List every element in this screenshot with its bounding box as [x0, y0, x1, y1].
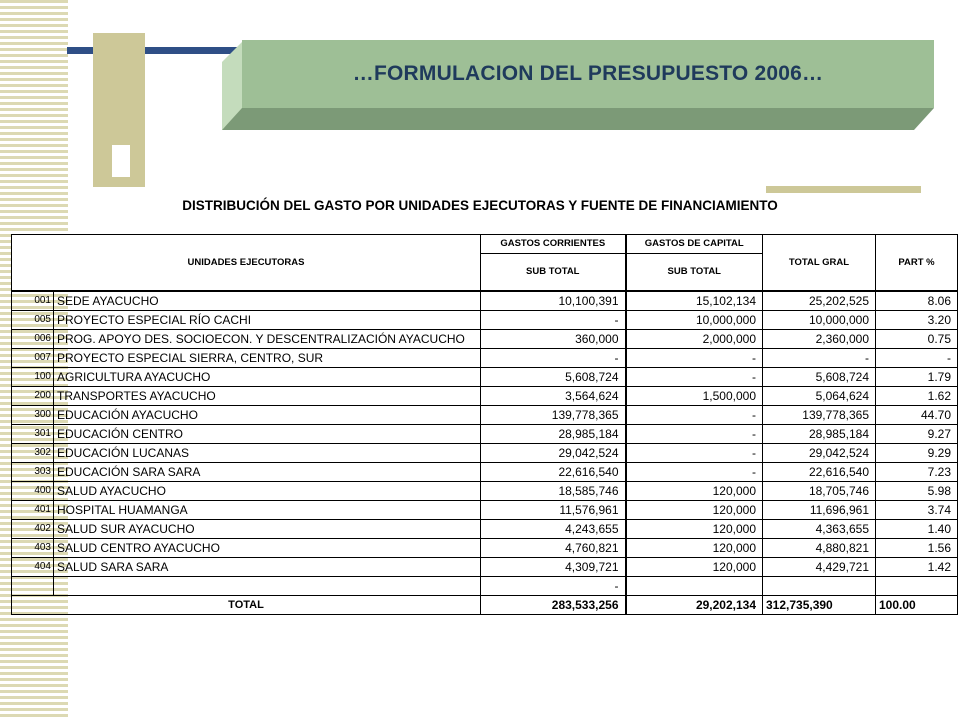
gastos-capital-value: 120,000 [626, 482, 763, 501]
part-value: 0.75 [876, 330, 958, 349]
unit-code: 404 [12, 558, 54, 577]
total-gral-value: 25,202,525 [763, 291, 876, 311]
unit-code: 302 [12, 444, 54, 463]
page-title: …FORMULACION DEL PRESUPUESTO 2006… [352, 62, 824, 85]
table-row [12, 291, 958, 311]
table-caption: DISTRIBUCIÓN DEL GASTO POR UNIDADES EJECUTORAS Y FUENTE DE FINANCIAMIENTO [182, 198, 778, 213]
gastos-capital-value: 2,000,000 [626, 330, 763, 349]
table-row [12, 330, 958, 349]
blank-total-cell [763, 577, 876, 596]
table-row [12, 558, 958, 577]
table-row [12, 349, 958, 368]
blank-code-cell [12, 577, 54, 596]
unit-name: PROYECTO ESPECIAL SIERRA, CENTRO, SUR [54, 349, 481, 368]
unit-name: SALUD SARA SARA [54, 558, 481, 577]
title-banner [242, 40, 934, 108]
header-gastos-capital: GASTOS DE CAPITAL [626, 235, 763, 254]
part-value: 1.42 [876, 558, 958, 577]
total-gral-value: 10,000,000 [763, 311, 876, 330]
part-value: 1.40 [876, 520, 958, 539]
total-gral-value: - [763, 349, 876, 368]
part-value: - [876, 349, 958, 368]
gastos-corrientes-value: 28,985,184 [481, 425, 626, 444]
gastos-corrientes-value: 4,760,821 [481, 539, 626, 558]
gastos-capital-value: 10,000,000 [626, 311, 763, 330]
unit-name: EDUCACIÓN LUCANAS [54, 444, 481, 463]
total-gral-value: 11,696,961 [763, 501, 876, 520]
blank-part-cell [876, 577, 958, 596]
gastos-capital-value: 120,000 [626, 539, 763, 558]
gastos-corrientes-value: 360,000 [481, 330, 626, 349]
budget-table [11, 234, 958, 615]
olive-horizontal-bar [766, 186, 921, 193]
unit-name: PROYECTO ESPECIAL RÍO CACHI [54, 311, 481, 330]
table-row [12, 501, 958, 520]
gastos-corrientes-value: 10,100,391 [481, 291, 626, 311]
bar-notch [112, 145, 130, 177]
unit-name: SALUD CENTRO AYACUCHO [54, 539, 481, 558]
part-value: 1.62 [876, 387, 958, 406]
header-gastos-corrientes: GASTOS CORRIENTES [481, 235, 626, 254]
gastos-capital-value: - [626, 444, 763, 463]
part-value: 3.20 [876, 311, 958, 330]
gastos-corrientes-value: 4,243,655 [481, 520, 626, 539]
gastos-capital-value: - [626, 368, 763, 387]
unit-name: PROG. APOYO DES. SOCIOECON. Y DESCENTRALIZACIÓN AYACUCHO [54, 330, 481, 349]
unit-name: AGRICULTURA AYACUCHO [54, 368, 481, 387]
gastos-capital-value: 120,000 [626, 520, 763, 539]
table-row [12, 387, 958, 406]
unit-name: SALUD AYACUCHO [54, 482, 481, 501]
blank-name-cell [54, 577, 481, 596]
blank-row [12, 577, 958, 596]
gastos-corrientes-value: 11,576,961 [481, 501, 626, 520]
blank-capital-cell [626, 577, 763, 596]
part-value: 8.06 [876, 291, 958, 311]
total-label: TOTAL [12, 596, 481, 615]
total-gral-value: 28,985,184 [763, 425, 876, 444]
unit-code: 303 [12, 463, 54, 482]
gastos-corrientes-value: 3,564,624 [481, 387, 626, 406]
gastos-corrientes-value: 139,778,365 [481, 406, 626, 425]
part-value: 7.23 [876, 463, 958, 482]
total-part: 100.00 [876, 596, 958, 615]
part-value: 1.56 [876, 539, 958, 558]
unit-name: EDUCACIÓN CENTRO [54, 425, 481, 444]
unit-name: HOSPITAL HUAMANGA [54, 501, 481, 520]
total-capital: 29,202,134 [626, 596, 763, 615]
total-gral-value: 4,880,821 [763, 539, 876, 558]
total-gral-value: 2,360,000 [763, 330, 876, 349]
total-corrientes: 283,533,256 [481, 596, 626, 615]
banner-bevel-bottom [222, 108, 934, 130]
total-gral-value: 22,616,540 [763, 463, 876, 482]
total-gral-value: 29,042,524 [763, 444, 876, 463]
unit-name: EDUCACIÓN SARA SARA [54, 463, 481, 482]
header-part: PART % [876, 235, 958, 292]
part-value: 44.70 [876, 406, 958, 425]
gastos-capital-value: 1,500,000 [626, 387, 763, 406]
gastos-corrientes-value: 18,585,746 [481, 482, 626, 501]
gastos-capital-value: 15,102,134 [626, 291, 763, 311]
gastos-corrientes-value: 29,042,524 [481, 444, 626, 463]
gastos-corrientes-value: 5,608,724 [481, 368, 626, 387]
gastos-corrientes-value: - [481, 349, 626, 368]
gastos-corrientes-value: - [481, 311, 626, 330]
gastos-capital-value: 120,000 [626, 558, 763, 577]
total-gral-value: 139,778,365 [763, 406, 876, 425]
gastos-capital-value: - [626, 349, 763, 368]
part-value: 9.29 [876, 444, 958, 463]
header-row-1 [12, 235, 958, 254]
table-row [12, 463, 958, 482]
blank-corrientes-value: - [481, 577, 626, 596]
unit-code: 007 [12, 349, 54, 368]
part-value: 5.98 [876, 482, 958, 501]
unit-code: 300 [12, 406, 54, 425]
header-sub-total-corrientes: SUB TOTAL [481, 254, 626, 292]
table-row [12, 368, 958, 387]
unit-code: 403 [12, 539, 54, 558]
total-gral-value: 4,363,655 [763, 520, 876, 539]
unit-code: 402 [12, 520, 54, 539]
unit-code: 200 [12, 387, 54, 406]
total-row [12, 596, 958, 615]
unit-code: 401 [12, 501, 54, 520]
gastos-capital-value: 120,000 [626, 501, 763, 520]
gastos-capital-value: - [626, 406, 763, 425]
total-gral-value: 5,608,724 [763, 368, 876, 387]
part-value: 9.27 [876, 425, 958, 444]
table-row [12, 425, 958, 444]
unit-code: 001 [12, 291, 54, 311]
gastos-corrientes-value: 4,309,721 [481, 558, 626, 577]
table-row [12, 311, 958, 330]
table-row [12, 520, 958, 539]
unit-code: 100 [12, 368, 54, 387]
unit-name: EDUCACIÓN AYACUCHO [54, 406, 481, 425]
part-value: 1.79 [876, 368, 958, 387]
gastos-corrientes-value: 22,616,540 [481, 463, 626, 482]
unit-name: SEDE AYACUCHO [54, 291, 481, 311]
unit-code: 400 [12, 482, 54, 501]
unit-name: TRANSPORTES AYACUCHO [54, 387, 481, 406]
unit-code: 005 [12, 311, 54, 330]
gastos-capital-value: - [626, 463, 763, 482]
table-row [12, 444, 958, 463]
total-gral-value: 4,429,721 [763, 558, 876, 577]
unit-name: SALUD SUR AYACUCHO [54, 520, 481, 539]
unit-code: 301 [12, 425, 54, 444]
header-total-gral: TOTAL GRAL [763, 235, 876, 292]
total-gral: 312,735,390 [763, 596, 876, 615]
total-gral-value: 5,064,624 [763, 387, 876, 406]
unit-code: 006 [12, 330, 54, 349]
table-row [12, 482, 958, 501]
header-sub-total-capital: SUB TOTAL [626, 254, 763, 292]
gastos-capital-value: - [626, 425, 763, 444]
total-gral-value: 18,705,746 [763, 482, 876, 501]
part-value: 3.74 [876, 501, 958, 520]
header-unidades: UNIDADES EJECUTORAS [12, 235, 481, 292]
table-row [12, 406, 958, 425]
table-row [12, 539, 958, 558]
